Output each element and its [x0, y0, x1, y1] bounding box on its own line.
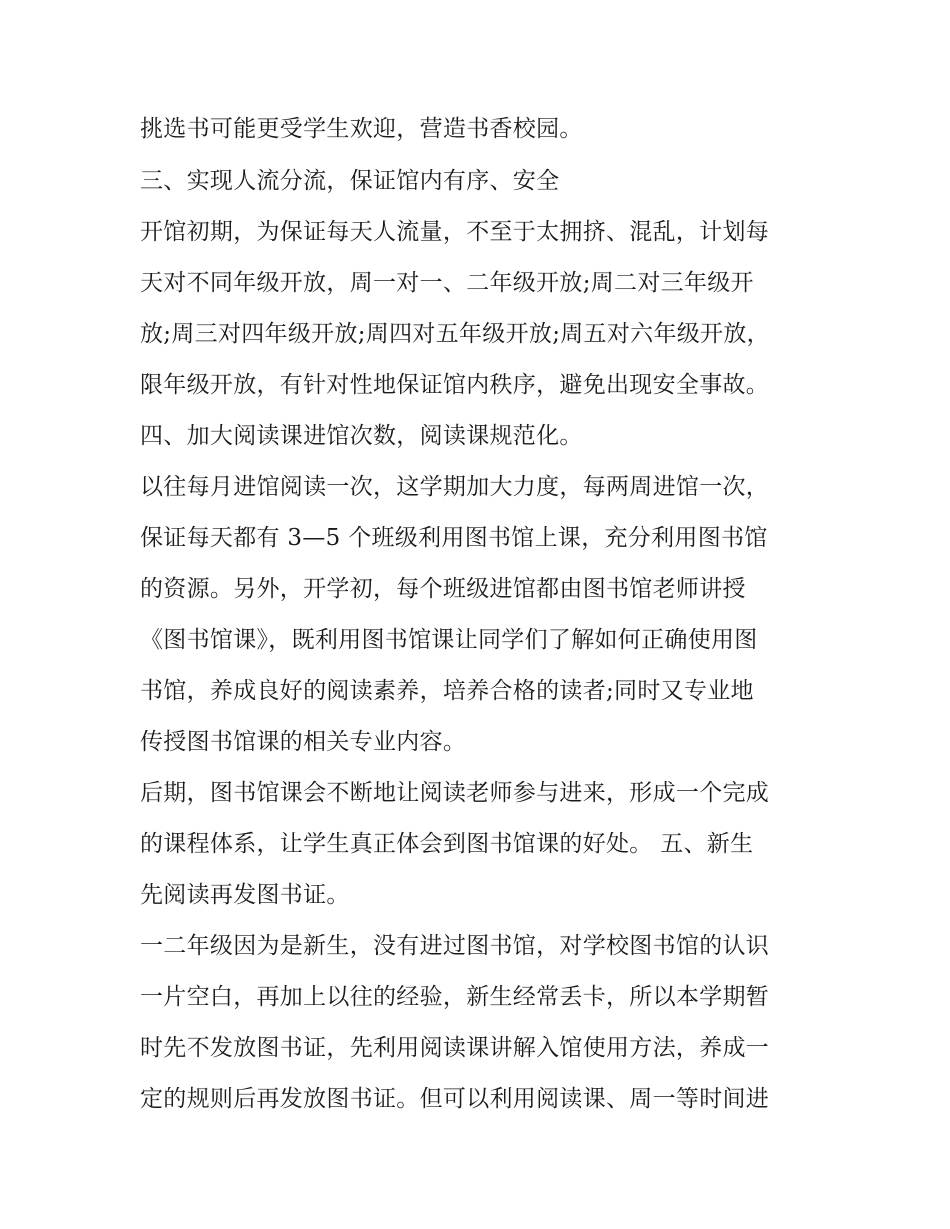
text-line: 一片空白，再加上以往的经验，新生经常丢卡，所以本学期暂 — [140, 984, 770, 1010]
text-line: 限年级开放，有针对性地保证馆内秩序，避免出现安全事故。 — [140, 372, 770, 398]
text-line: 以往每月进馆阅读一次，这学期加大力度，每两周进馆一次， — [140, 474, 770, 500]
text-line: 《图书馆课》，既利用图书馆课让同学们了解如何正确使用图 — [140, 627, 758, 653]
text-line: 放;周三对四年级开放;周四对五年级开放;周五对六年级开放， — [140, 321, 770, 347]
section-heading: 四、加大阅读课进馆次数，阅读课规范化。 — [140, 423, 583, 449]
text-line: 的资源。另外，开学初，每个班级进馆都由图书馆老师讲授 — [140, 576, 746, 602]
text-line: 保证每天都有 3—5 个班级利用图书馆上课，充分利用图书馆 — [140, 525, 768, 551]
text-line: 天对不同年级开放，周一对一、二年级开放;周二对三年级开 — [140, 270, 754, 296]
section-heading: 三、实现人流分流，保证馆内有序、安全 — [140, 168, 560, 194]
text-line: 书馆，养成良好的阅读素养，培养合格的读者;同时又专业地 — [140, 678, 754, 704]
text-line: 挑选书可能更受学生欢迎，营造书香校园。 — [140, 116, 583, 142]
text-line: 先阅读再发图书证。 — [140, 882, 350, 908]
text-line: 时先不发放图书证，先利用阅读课讲解入馆使用方法，养成一 — [140, 1035, 770, 1061]
text-line: 定的规则后再发放图书证。但可以利用阅读课、周一等时间进 — [140, 1086, 770, 1112]
text-line: 开馆初期，为保证每天人流量，不至于太拥挤、混乱，计划每 — [140, 219, 770, 245]
text-line: 后期，图书馆课会不断地让阅读老师参与进来，形成一个完成 — [140, 780, 770, 806]
text-line: 传授图书馆课的相关专业内容。 — [140, 729, 467, 755]
text-line: 一二年级因为是新生，没有进过图书馆，对学校图书馆的认识 — [140, 933, 770, 959]
text-line: 的课程体系，让学生真正体会到图书馆课的好处。 五、新生 — [140, 831, 754, 857]
